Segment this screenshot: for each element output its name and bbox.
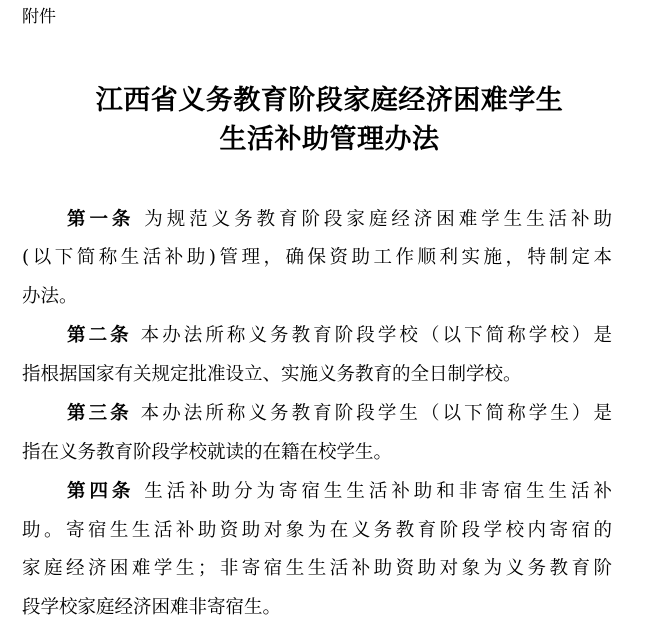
article-4-line-1 <box>67 479 612 505</box>
article-1-line-1 <box>67 207 612 233</box>
article-4-line-3: 家庭经济困难学生；非寄宿生生活补助资助对象为义务教育阶 <box>22 558 612 579</box>
attachment-label: 附件 <box>22 7 56 26</box>
article-4-label: 第四条 <box>67 481 135 502</box>
article-4-text-1: 生活补助分为寄宿生生活补助和非寄宿生生活补 <box>144 481 612 502</box>
article-4-line-2: 助。寄宿生生活补助资助对象为在义务教育阶段学校内寄宿的 <box>22 520 612 541</box>
article-3-line-1 <box>67 401 612 427</box>
article-2-label: 第二条 <box>67 325 132 346</box>
article-2-line-2: 指根据国家有关规定批准设立、实施义务教育的全日制学校。 <box>22 364 522 385</box>
article-3-line-2: 指在义务教育阶段学校就读的在籍在校学生。 <box>22 442 393 463</box>
article-1-label: 第一条 <box>67 209 135 230</box>
article-2-text-1: 本办法所称义务教育阶段学校（以下简称学校）是 <box>140 325 612 346</box>
document-title-line-1: 江西省义务教育阶段家庭经济困难学生 <box>95 85 564 116</box>
article-2-line-1 <box>67 323 612 349</box>
document-title-line-2: 生活补助管理办法 <box>219 124 440 155</box>
article-1-line-2: (以下简称生活补助)管理，确保资助工作顺利实施，特制定本 <box>22 247 612 268</box>
article-4-line-4: 段学校家庭经济困难非寄宿生。 <box>22 597 282 618</box>
article-3-label: 第三条 <box>67 403 132 424</box>
article-1-text-1: 为规范义务教育阶段家庭经济困难学生生活补助 <box>144 209 612 230</box>
article-3-text-1: 本办法所称义务教育阶段学生（以下简称学生）是 <box>140 403 612 424</box>
article-1-line-3: 办法。 <box>22 286 78 307</box>
